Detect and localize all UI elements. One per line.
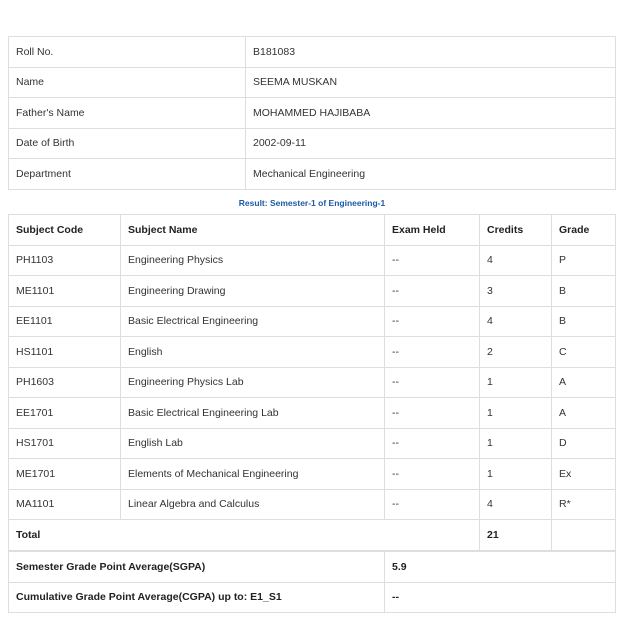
sgpa-row xyxy=(9,552,616,583)
grade: B xyxy=(552,276,616,307)
info-row-roll xyxy=(9,37,616,68)
subject-name: English xyxy=(121,337,385,368)
cgpa-label: Cumulative Grade Point Average(CGPA) up to: E1_S1 xyxy=(9,582,385,613)
exam-held: -- xyxy=(385,337,480,368)
student-info-table xyxy=(8,36,616,190)
grades-table xyxy=(8,214,616,551)
subject-name: Elements of Mechanical Engineering xyxy=(121,459,385,490)
grade: Ex xyxy=(552,459,616,490)
subject-code: ME1701 xyxy=(9,459,121,490)
cgpa-value: -- xyxy=(385,582,616,613)
sgpa-label: Semester Grade Point Average(SGPA) xyxy=(9,552,385,583)
table-row xyxy=(9,428,616,459)
grade: C xyxy=(552,337,616,368)
father-name-label: Father's Name xyxy=(9,98,246,129)
subject-name: English Lab xyxy=(121,428,385,459)
name-label: Name xyxy=(9,67,246,98)
table-row xyxy=(9,337,616,368)
subject-name: Engineering Physics Lab xyxy=(121,367,385,398)
total-grade-empty xyxy=(552,520,616,551)
table-row xyxy=(9,245,616,276)
grade: A xyxy=(552,398,616,429)
table-row xyxy=(9,367,616,398)
credits: 1 xyxy=(480,398,552,429)
exam-held: -- xyxy=(385,306,480,337)
subject-code: EE1101 xyxy=(9,306,121,337)
info-row-father xyxy=(9,98,616,129)
exam-held: -- xyxy=(385,428,480,459)
info-row-name xyxy=(9,67,616,98)
subject-code: HS1101 xyxy=(9,337,121,368)
table-row xyxy=(9,398,616,429)
credits: 4 xyxy=(480,306,552,337)
result-title: Result: Semester-1 of Engineering-1 xyxy=(238,198,386,208)
table-row xyxy=(9,306,616,337)
subject-code: ME1101 xyxy=(9,276,121,307)
name-value: SEEMA MUSKAN xyxy=(246,67,616,98)
credits: 1 xyxy=(480,459,552,490)
subject-name: Linear Algebra and Calculus xyxy=(121,489,385,520)
department-value: Mechanical Engineering xyxy=(246,159,616,190)
total-row xyxy=(9,520,616,551)
total-label: Total xyxy=(9,520,480,551)
father-name-value: MOHAMMED HAJIBABA xyxy=(246,98,616,129)
dob-value: 2002-09-11 xyxy=(246,128,616,159)
roll-label: Roll No. xyxy=(9,37,246,68)
credits: 1 xyxy=(480,367,552,398)
subject-code: EE1701 xyxy=(9,398,121,429)
header-subject-code: Subject Code xyxy=(9,215,121,246)
info-row-department xyxy=(9,159,616,190)
subject-name: Engineering Drawing xyxy=(121,276,385,307)
exam-held: -- xyxy=(385,245,480,276)
subject-code: HS1701 xyxy=(9,428,121,459)
table-row xyxy=(9,276,616,307)
exam-held: -- xyxy=(385,398,480,429)
info-row-dob xyxy=(9,128,616,159)
subject-code: MA1101 xyxy=(9,489,121,520)
grade: B xyxy=(552,306,616,337)
gpa-summary-table xyxy=(8,551,616,613)
credits: 1 xyxy=(480,428,552,459)
grade: A xyxy=(552,367,616,398)
credits: 4 xyxy=(480,245,552,276)
credits: 4 xyxy=(480,489,552,520)
grade: D xyxy=(552,428,616,459)
department-label: Department xyxy=(9,159,246,190)
dob-label: Date of Birth xyxy=(9,128,246,159)
subject-code: PH1103 xyxy=(9,245,121,276)
cgpa-row xyxy=(9,582,616,613)
credits: 3 xyxy=(480,276,552,307)
exam-held: -- xyxy=(385,276,480,307)
table-row xyxy=(9,489,616,520)
subject-code: PH1603 xyxy=(9,367,121,398)
grade: R* xyxy=(552,489,616,520)
header-grade: Grade xyxy=(552,215,616,246)
grade: P xyxy=(552,245,616,276)
header-credits: Credits xyxy=(480,215,552,246)
subject-name: Engineering Physics xyxy=(121,245,385,276)
roll-value: B181083 xyxy=(246,37,616,68)
header-subject-name: Subject Name xyxy=(121,215,385,246)
header-exam-held: Exam Held xyxy=(385,215,480,246)
subject-name: Basic Electrical Engineering xyxy=(121,306,385,337)
exam-held: -- xyxy=(385,489,480,520)
subject-name: Basic Electrical Engineering Lab xyxy=(121,398,385,429)
exam-held: -- xyxy=(385,367,480,398)
exam-held: -- xyxy=(385,459,480,490)
credits: 2 xyxy=(480,337,552,368)
total-credits: 21 xyxy=(480,520,552,551)
sgpa-value: 5.9 xyxy=(385,552,616,583)
grades-header-row xyxy=(9,215,616,246)
table-row xyxy=(9,459,616,490)
